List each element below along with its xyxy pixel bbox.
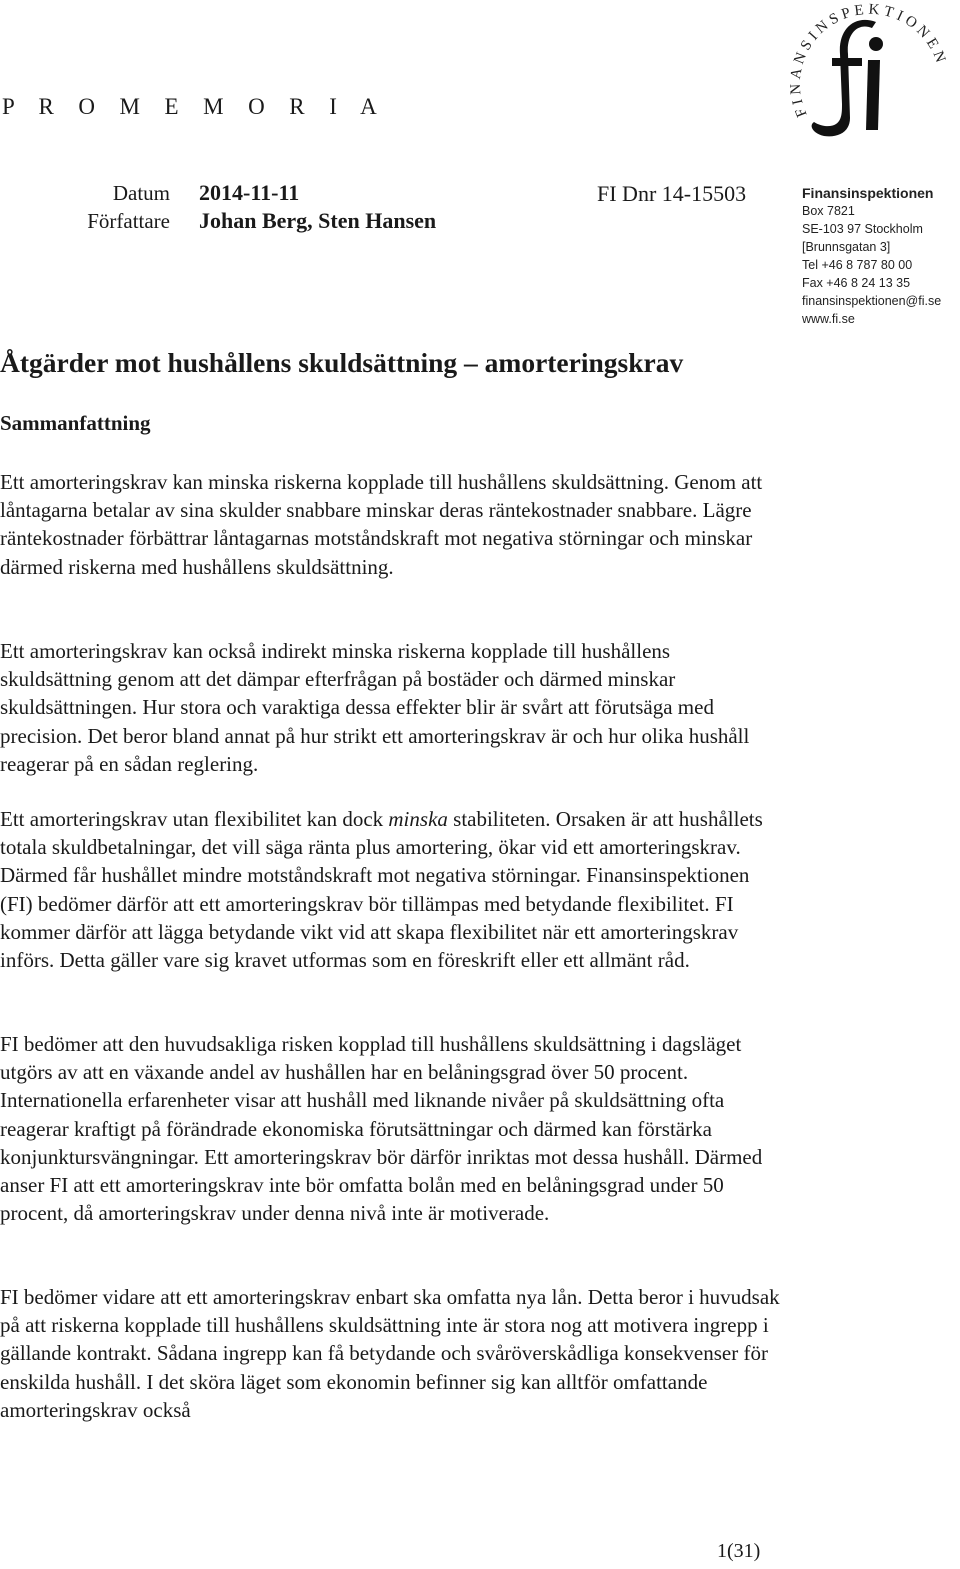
paragraph: Ett amorteringskrav kan också indirekt minska riskerna kopplade till hushållens skuldsättning genom att det dämpar efterfrågan på bostäder och därmed minskar skuldsättningen. Hur stora och varaktiga dessa effekter blir är svårt att förutsäga med precision. Det beror bland annat på hur strikt ett amorteringskrav är och hur olika hushåll reagerar på en sådan reglering.	[0, 639, 750, 776]
organization-name: Finansinspektionen	[802, 185, 934, 201]
date-label: Datum	[112, 181, 170, 205]
author-value: Johan Berg, Sten Hansen	[199, 208, 437, 233]
finansinspektionen-logo	[780, 0, 960, 145]
address-line: [Brunnsgatan 3]	[802, 240, 891, 254]
document-title: Åtgärder mot hushållens skuldsättning – amorteringskrav	[0, 347, 684, 378]
address-line: Box 7821	[802, 204, 855, 218]
address-line: SE-103 97 Stockholm	[802, 222, 923, 236]
page-number: 1(31)	[717, 1540, 761, 1562]
paragraph	[0, 805, 780, 974]
fax-line: Fax +46 8 24 13 35	[802, 276, 911, 290]
diary-number: FI Dnr 14-15503	[597, 181, 747, 206]
paragraph-text: Ett amorteringskrav utan flexibilitet kan dock	[0, 807, 389, 831]
website-line: www.fi.se	[802, 312, 855, 326]
svg-text:FINANSINSPEKTIONEN: FINANSINSPEKTIONEN	[787, 1, 950, 120]
author-label: Författare	[87, 209, 170, 233]
section-heading: Sammanfattning	[0, 411, 151, 435]
emphasis-text: minska	[388, 807, 448, 831]
paragraph: Ett amorteringskrav kan minska riskerna kopplade till hushållens skuldsättning. Genom att låntagarna betalar av sina skulder snabbare minskar deras räntekostnader snabbare. Lägre räntekostnader förbättrar låntagarnas motståndskraft mot negativa störningar och minskar därmed riskerna med hushållens skuldsättning.	[0, 470, 763, 579]
date-value: 2014-11-11	[199, 180, 300, 205]
address-block	[802, 184, 960, 328]
paragraph: FI bedömer vidare att ett amorteringskrav enbart ska omfatta nya lån. Detta beror i huvudsak på att riskerna kopplade till hushållens skuldsättning inte är stora nog att motivera ingrepp i gällande kontrakt. Sådana ingrepp kan få betydande och svåröverskådliga konsekvenser för enskilda hushåll. I det sköra läget som ekonomin befinner sig kan alltför omfattande amorteringskrav också	[0, 1285, 780, 1422]
email-line: finansinspektionen@fi.se	[802, 294, 942, 308]
phone-line: Tel +46 8 787 80 00	[802, 258, 913, 272]
paragraph: FI bedömer att den huvudsakliga risken kopplad till hushållens skuldsättning i dagsläget utgörs av att en växande andel av hushållen har en belåningsgrad över 50 procent. Internationella erfarenheter visar att hushåll med liknande nivåer på skuldsättning ofta reagerar kraftigt på förändrade ekonomiska förutsättningar och därmed kan förstärka konjunktursvängningar. Ett amorteringskrav bör därför inriktas mot dessa hushåll. Därmed anser FI att ett amorteringskrav inte bör omfatta bolån med en belåningsgrad under 50 procent, då amorteringskrav under denna nivå inte är motiverade.	[0, 1032, 763, 1226]
paragraph-text: stabiliteten. Orsaken är att hushållets totala skuldbetalningar, det vill säga ränta plus amortering, ökar vid ett amorteringskrav. Därmed får hushållet mindre motståndskraft mot negativa störningar. Finansinspektionen (FI) bedömer därför att ett amorteringskrav bör tillämpas med betydande flexibilitet. FI kommer därför att lägga betydande vikt vid att skapa flexibilitet när ett amorteringskrav införs. Detta gäller vare sig kravet utformas som en föreskrift eller ett allmänt råd.	[0, 807, 763, 973]
document-type: P R O M E M O R I A	[2, 94, 387, 119]
